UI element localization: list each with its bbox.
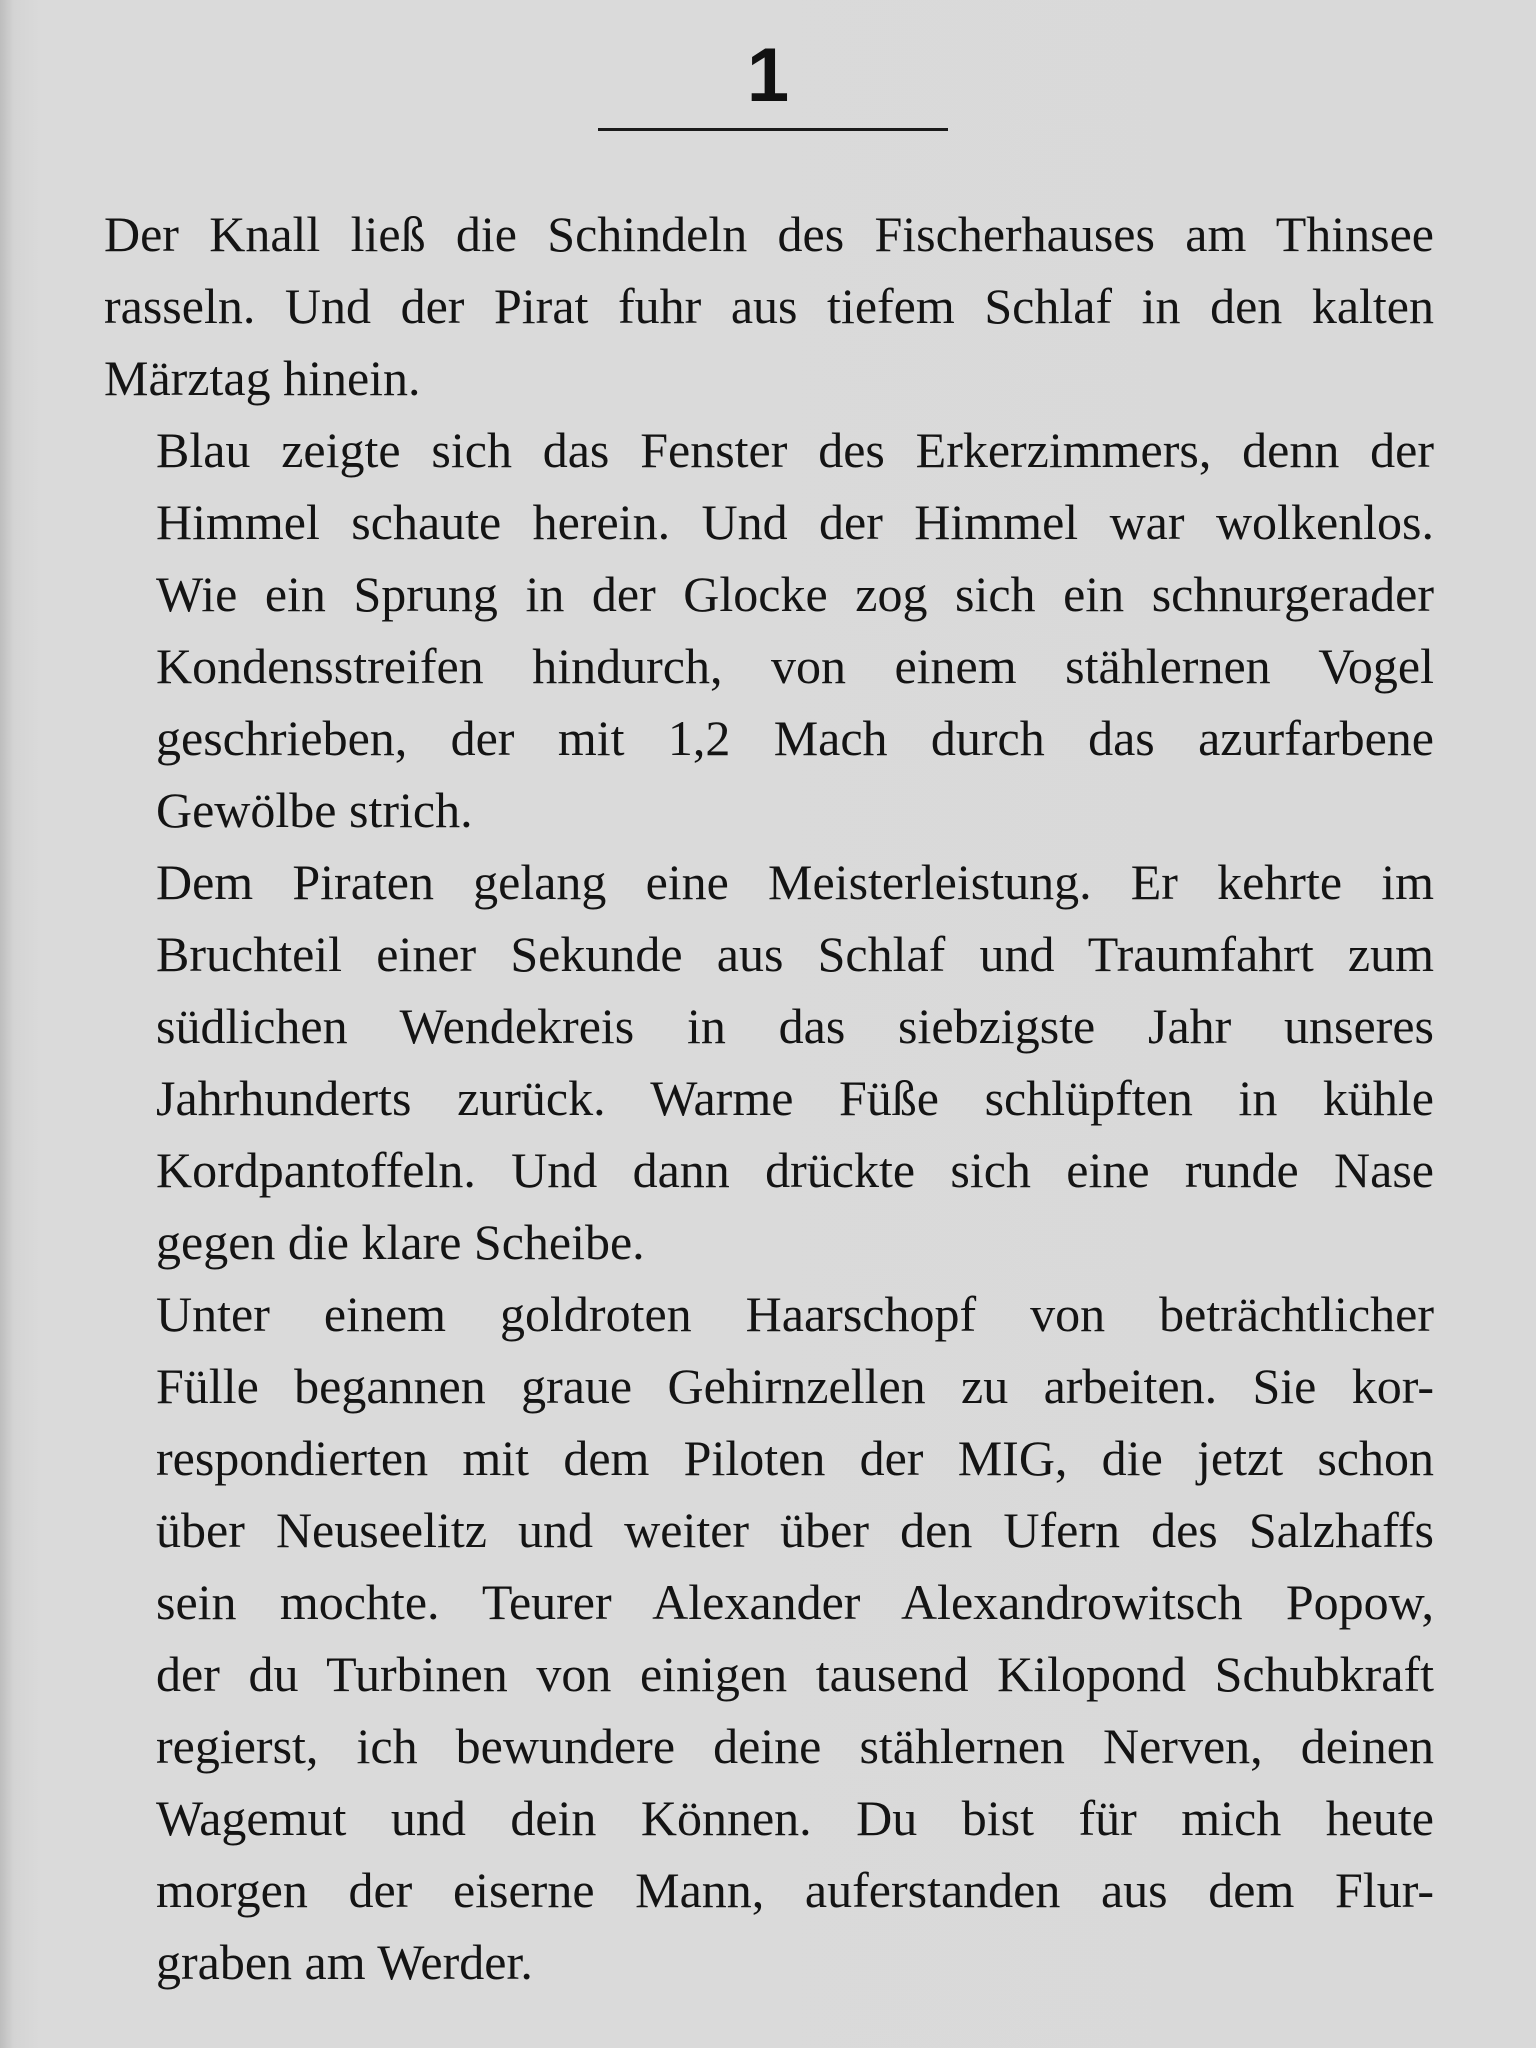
text-line: gegen die klare Scheibe. xyxy=(156,1214,645,1270)
text-line: Bruchteil einer Sekunde aus Schlaf und Traumfahrt zum xyxy=(156,926,1434,982)
text-line: sein mochte. Teurer Alexander Alexandrowitsch Popow, xyxy=(156,1574,1434,1630)
text-line: Fülle begannen graue Gehirnzellen zu arbeiten. Sie kor- xyxy=(156,1358,1434,1414)
text-line: Wagemut und dein Können. Du bist für mich heute xyxy=(156,1790,1434,1846)
text-line: regierst, ich bewundere deine stählernen Nerven, deinen xyxy=(156,1718,1434,1774)
chapter-rule xyxy=(598,128,948,131)
text-line: der du Turbinen von einigen tausend Kilopond Schubkraft xyxy=(156,1646,1434,1702)
text-line: Der Knall ließ die Schindeln des Fischerhauses am Thinsee xyxy=(104,206,1434,262)
text-line: Unter einem goldroten Haarschopf von beträchtlicher xyxy=(156,1286,1434,1342)
paragraph-3 xyxy=(104,846,1434,1278)
text-line: Himmel schaute herein. Und der Himmel war wolkenlos. xyxy=(156,494,1434,550)
text-line: Märztag hinein. xyxy=(104,350,421,406)
paragraph-4 xyxy=(104,1278,1434,1998)
text-line: Kordpantoffeln. Und dann drückte sich eine runde Nase xyxy=(156,1142,1434,1198)
text-line: Gewölbe strich. xyxy=(156,782,473,838)
text-line: morgen der eiserne Mann, auferstanden aus dem Flur- xyxy=(156,1862,1434,1918)
text-line: geschrieben, der mit 1,2 Mach durch das azurfarbene xyxy=(156,710,1434,766)
paragraph-1 xyxy=(104,198,1434,414)
text-line: Kondensstreifen hindurch, von einem stählernen Vogel xyxy=(156,638,1434,694)
text-line: Wie ein Sprung in der Glocke zog sich ein schnurgerader xyxy=(156,566,1434,622)
text-line: respondierten mit dem Piloten der MIG, die jetzt schon xyxy=(156,1430,1434,1486)
text-line: Jahrhunderts zurück. Warme Füße schlüpften in kühle xyxy=(156,1070,1434,1126)
text-line: Blau zeigte sich das Fenster des Erkerzimmers, denn der xyxy=(156,422,1434,478)
text-line: rasseln. Und der Pirat fuhr aus tiefem Schlaf in den kalten xyxy=(104,278,1434,334)
text-line: über Neuseelitz und weiter über den Ufern des Salzhaffs xyxy=(156,1502,1434,1558)
body-text xyxy=(104,198,1434,1998)
chapter-number: 1 xyxy=(746,33,790,118)
text-line: südlichen Wendekreis in das siebzigste Jahr unseres xyxy=(156,998,1434,1054)
text-line: Dem Piraten gelang eine Meisterleistung. Er kehrte im xyxy=(156,854,1434,910)
text-line: graben am Werder. xyxy=(156,1934,533,1990)
paragraph-2 xyxy=(104,414,1434,846)
